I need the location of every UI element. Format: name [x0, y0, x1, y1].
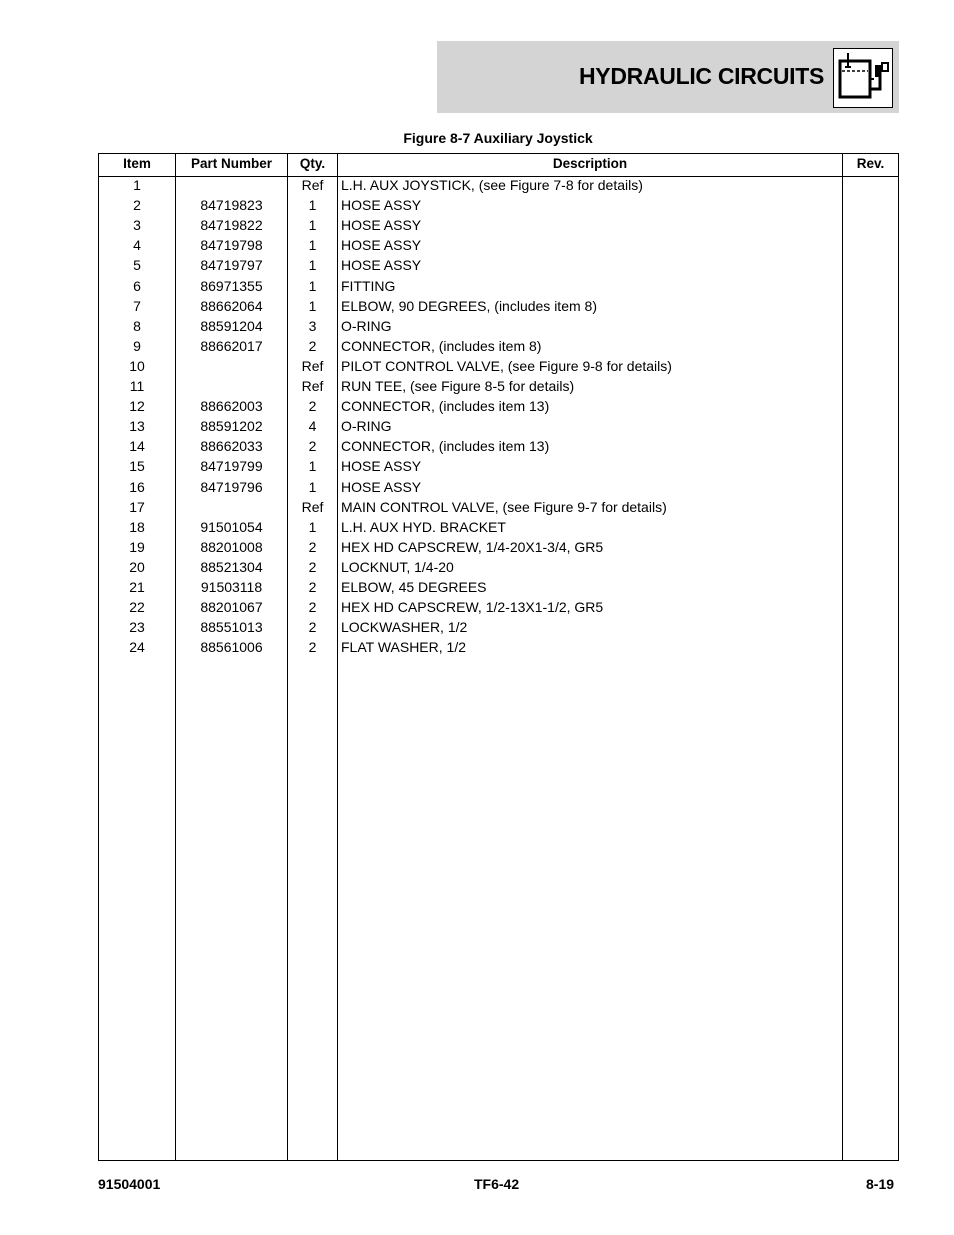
- column-header-item: Item: [123, 156, 151, 171]
- table-row: [99, 175, 898, 195]
- table-header-row: [99, 154, 898, 177]
- rev-cell: [843, 517, 898, 537]
- item-cell: 19: [129, 538, 145, 555]
- part-number-cell: 84719822: [200, 217, 263, 234]
- item-cell: 3: [133, 217, 141, 234]
- qty-cell: 1: [308, 297, 317, 314]
- rev-cell: [843, 356, 898, 376]
- qty-cell: 2: [308, 599, 317, 616]
- qty-cell: Ref: [301, 378, 324, 394]
- description-cell: ELBOW, 45 DEGREES: [341, 579, 487, 595]
- description-cell: HOSE ASSY: [341, 257, 422, 274]
- item-cell: 20: [129, 558, 145, 575]
- part-number-cell: 88591204: [200, 317, 263, 334]
- qty-cell: 2: [308, 558, 317, 575]
- part-number-cell: 88662003: [200, 398, 263, 415]
- item-cell: 21: [129, 579, 145, 595]
- qty-cell: 1: [308, 518, 317, 535]
- description-cell: O-RING: [341, 418, 392, 435]
- qty-cell: 2: [308, 579, 317, 595]
- description-cell: CONNECTOR, (includes item 13): [341, 438, 550, 455]
- description-cell: LOCKWASHER, 1/2: [341, 619, 468, 636]
- part-number-cell: 84719797: [200, 257, 263, 274]
- description-cell: HEX HD CAPSCREW, 1/2-13X1-1/2, GR5: [341, 599, 604, 616]
- table-row: [99, 235, 898, 255]
- item-cell: 12: [129, 398, 145, 415]
- column-header-part-number: Part Number: [190, 156, 273, 171]
- qty-cell: 2: [308, 538, 317, 555]
- description-cell: RUN TEE, (see Figure 8-5 for details): [341, 378, 575, 394]
- description-cell: HOSE ASSY: [341, 478, 422, 495]
- part-number-cell: [176, 497, 287, 517]
- table-row: [99, 436, 898, 456]
- section-title: HYDRAULIC CIRCUITS: [579, 63, 825, 89]
- rev-cell: [843, 436, 898, 456]
- part-number-cell: 88662017: [200, 337, 263, 354]
- table-row: [99, 396, 898, 416]
- part-number-cell: 88561006: [200, 639, 263, 656]
- part-number-cell: 88201067: [200, 599, 263, 616]
- part-number-cell: 88591202: [200, 418, 263, 435]
- part-number-cell: [176, 356, 287, 376]
- rev-cell: [843, 175, 898, 195]
- table-row: [99, 537, 898, 557]
- qty-cell: Ref: [301, 498, 324, 515]
- qty-cell: 4: [308, 418, 317, 435]
- part-number-cell: 88551013: [200, 619, 263, 636]
- table-row: [99, 296, 898, 316]
- description-cell: MAIN CONTROL VALVE, (see Figure 9-7 for details): [341, 498, 667, 515]
- description-cell: HOSE ASSY: [341, 458, 422, 475]
- table-row: [99, 637, 898, 657]
- part-number-cell: 86971355: [200, 277, 263, 294]
- qty-cell: 1: [308, 197, 317, 214]
- description-cell: FLAT WASHER, 1/2: [341, 639, 466, 656]
- part-number-cell: [176, 175, 287, 195]
- rev-cell: [843, 336, 898, 356]
- item-cell: 9: [133, 337, 141, 354]
- qty-cell: 2: [308, 639, 317, 656]
- rev-cell: [843, 255, 898, 275]
- table-row: [99, 376, 898, 396]
- item-cell: 14: [129, 438, 145, 455]
- rev-cell: [843, 396, 898, 416]
- rev-cell: [843, 416, 898, 436]
- item-cell: 22: [129, 599, 145, 616]
- item-cell: 4: [133, 237, 141, 254]
- qty-cell: 2: [308, 619, 317, 636]
- qty-cell: 2: [308, 398, 317, 415]
- qty-cell: 1: [308, 458, 317, 475]
- table-row: [99, 316, 898, 336]
- rev-cell: [843, 537, 898, 557]
- qty-cell: Ref: [301, 357, 324, 374]
- part-number-cell: 84719799: [200, 458, 263, 475]
- table-row: [99, 276, 898, 296]
- table-row: [99, 517, 898, 537]
- rev-cell: [843, 477, 898, 497]
- item-cell: 13: [129, 418, 145, 435]
- rev-cell: [843, 316, 898, 336]
- qty-cell: 1: [308, 257, 317, 274]
- item-cell: 11: [129, 378, 145, 394]
- hydraulic-reservoir-icon: [833, 48, 893, 108]
- description-cell: CONNECTOR, (includes item 8): [341, 337, 542, 354]
- item-cell: 6: [133, 277, 141, 294]
- document-number: 91504001: [98, 1176, 161, 1192]
- item-cell: 5: [133, 257, 141, 274]
- qty-cell: 1: [308, 478, 317, 495]
- item-cell: 18: [129, 518, 145, 535]
- rev-cell: [843, 195, 898, 215]
- table-row: [99, 356, 898, 376]
- item-cell: 7: [133, 297, 141, 314]
- rev-cell: [843, 235, 898, 255]
- description-cell: LOCKNUT, 1/4-20: [341, 558, 454, 575]
- table-row: [99, 557, 898, 577]
- rev-cell: [843, 456, 898, 476]
- item-cell: 23: [129, 619, 145, 636]
- part-number-cell: 88201008: [200, 538, 263, 555]
- description-cell: FITTING: [341, 277, 396, 294]
- description-cell: HOSE ASSY: [341, 237, 422, 254]
- qty-cell: 2: [308, 337, 317, 354]
- table-row: [99, 215, 898, 235]
- parts-table: [98, 153, 899, 1161]
- column-header-description: Description: [552, 156, 628, 171]
- rev-cell: [843, 617, 898, 637]
- part-number-cell: 88662033: [200, 438, 263, 455]
- description-cell: HOSE ASSY: [341, 197, 422, 214]
- qty-cell: 3: [308, 317, 317, 334]
- table-row: [99, 477, 898, 497]
- rev-cell: [843, 276, 898, 296]
- figure-title: Figure 8-7 Auxiliary Joystick: [403, 130, 593, 146]
- qty-cell: Ref: [301, 177, 324, 193]
- part-number-cell: 91501054: [200, 518, 263, 535]
- qty-cell: 2: [308, 438, 317, 455]
- table-row: [99, 577, 898, 597]
- model-number: TF6-42: [474, 1176, 520, 1192]
- item-cell: 2: [133, 197, 141, 214]
- qty-cell: 1: [308, 217, 317, 234]
- table-row: [99, 597, 898, 617]
- rev-cell: [843, 497, 898, 517]
- part-number-cell: 84719823: [200, 197, 263, 214]
- table-row: [99, 456, 898, 476]
- part-number-cell: 84719798: [200, 237, 263, 254]
- part-number-cell: 84719796: [200, 478, 263, 495]
- table-row: [99, 336, 898, 356]
- description-cell: CONNECTOR, (includes item 13): [341, 398, 550, 415]
- rev-cell: [843, 577, 898, 597]
- part-number-cell: [176, 376, 287, 396]
- description-cell: L.H. AUX HYD. BRACKET: [341, 518, 506, 535]
- rev-cell: [843, 637, 898, 657]
- description-cell: L.H. AUX JOYSTICK, (see Figure 7-8 for details): [341, 177, 643, 193]
- description-cell: O-RING: [341, 317, 392, 334]
- description-cell: PILOT CONTROL VALVE, (see Figure 9-8 for details): [341, 357, 672, 374]
- table-row: [99, 617, 898, 637]
- table-row: [99, 195, 898, 215]
- column-header-rev: Rev.: [856, 156, 885, 171]
- qty-cell: 1: [308, 277, 317, 294]
- rev-cell: [843, 376, 898, 396]
- part-number-cell: 88662064: [200, 297, 263, 314]
- rev-cell: [843, 597, 898, 617]
- item-cell: 8: [133, 317, 141, 334]
- rev-cell: [843, 557, 898, 577]
- part-number-cell: 91503118: [200, 579, 263, 595]
- description-cell: ELBOW, 90 DEGREES, (includes item 8): [341, 297, 597, 314]
- part-number-cell: 88521304: [200, 558, 263, 575]
- description-cell: HOSE ASSY: [341, 217, 422, 234]
- rev-cell: [843, 296, 898, 316]
- description-cell: HEX HD CAPSCREW, 1/4-20X1-3/4, GR5: [341, 538, 604, 555]
- table-row: [99, 255, 898, 275]
- item-cell: 15: [129, 458, 145, 475]
- table-row: [99, 497, 898, 517]
- column-header-qty: Qty.: [299, 156, 326, 171]
- page-number: 8-19: [866, 1176, 895, 1192]
- item-cell: 17: [129, 498, 145, 515]
- item-cell: 16: [129, 478, 145, 495]
- item-cell: 1: [133, 177, 141, 193]
- qty-cell: 1: [308, 237, 317, 254]
- item-cell: 24: [129, 639, 145, 656]
- rev-cell: [843, 215, 898, 235]
- table-row: [99, 416, 898, 436]
- item-cell: 10: [129, 357, 145, 374]
